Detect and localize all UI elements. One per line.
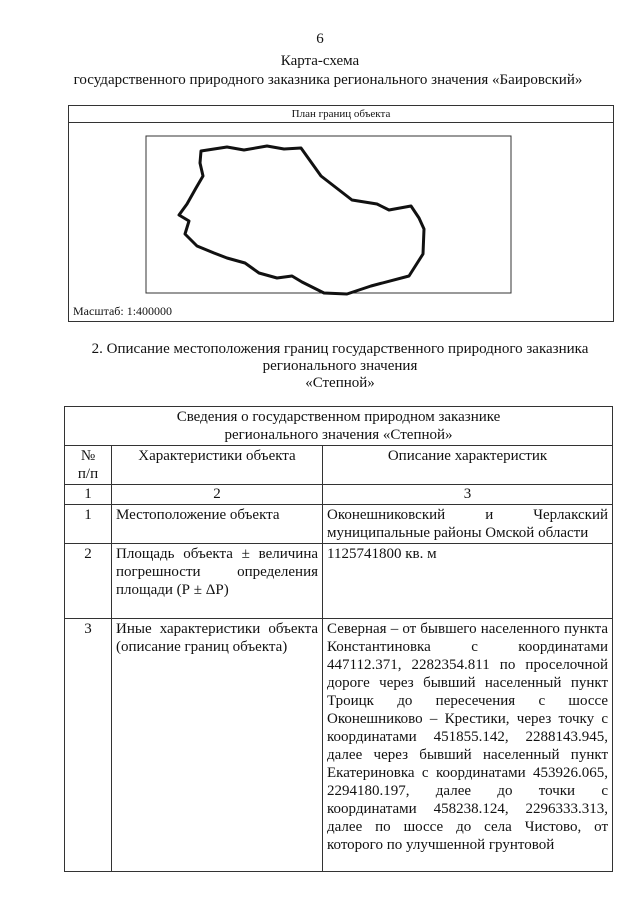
row-description: 1125741800 кв. м	[323, 544, 613, 619]
header-num	[65, 446, 112, 485]
table-row	[65, 544, 613, 619]
table-caption-row	[65, 407, 613, 446]
header-num-line2: п/п	[77, 466, 99, 482]
reserve-info-table	[64, 406, 613, 872]
col-number-1: 1	[65, 485, 112, 505]
row-description: Оконешниковский и Черлакский муниципальные районы Омской области	[323, 505, 613, 544]
row-characteristic: Местоположение объекта	[112, 505, 323, 544]
table-row	[65, 505, 613, 544]
row-num: 3	[65, 619, 112, 872]
table-caption-line1: Сведения о государственном природном заказнике	[176, 409, 501, 425]
col-number-2: 2	[112, 485, 323, 505]
table-row	[65, 619, 613, 872]
table-header-row	[65, 446, 613, 485]
col-number-3: 3	[323, 485, 613, 505]
map-frame	[68, 105, 614, 322]
map-scale: Масштаб: 1:400000	[73, 304, 173, 318]
page-number: 6	[316, 31, 324, 47]
row-num: 1	[65, 505, 112, 544]
table-caption	[65, 407, 613, 446]
section-heading-line3: «Степной»	[305, 375, 375, 391]
boundary-outline	[179, 146, 424, 294]
row-characteristic: Площадь объекта ± величина погрешности определения площади (Р ± ΔР)	[112, 544, 323, 619]
table-caption-line2: регионального значения «Степной»	[224, 427, 453, 443]
section-heading-line1: 2. Описание местоположения границ государственного природного заказника	[91, 341, 589, 357]
map-title: Карта-схема	[280, 53, 360, 69]
map-subtitle: государственного природного заказника регионального значения «Баировский»	[73, 72, 583, 88]
header-num-line1: №	[80, 448, 96, 464]
table-column-numbers-row	[65, 485, 613, 505]
row-characteristic: Иные характеристики объекта (описание границ объекта)	[112, 619, 323, 872]
header-characteristic: Характеристики объекта	[112, 446, 323, 485]
row-num: 2	[65, 544, 112, 619]
map-plan	[69, 106, 613, 321]
row-description: Северная – от бывшего населенного пункта Константиновка с координатами 447112.371, 2282354.811 по проселочной дороге через бывший населенный пункт Троицк до пересечения с шоссе Оконешниково – Крестики, через точку с координатами 451855.142, 2288143.945, далее через бывший населенный пункт Екатериновка с координатами 453926.065, 2294180.197, далее до точки с координатами 458238.124, 2296333.313, далее по шоссе до села Чистово, от которого по улучшенной грунтовой	[323, 619, 613, 872]
header-description: Описание характеристик	[323, 446, 613, 485]
section-heading-line2: регионального значения	[262, 358, 418, 374]
map-frame-title: План границ объекта	[69, 106, 613, 123]
